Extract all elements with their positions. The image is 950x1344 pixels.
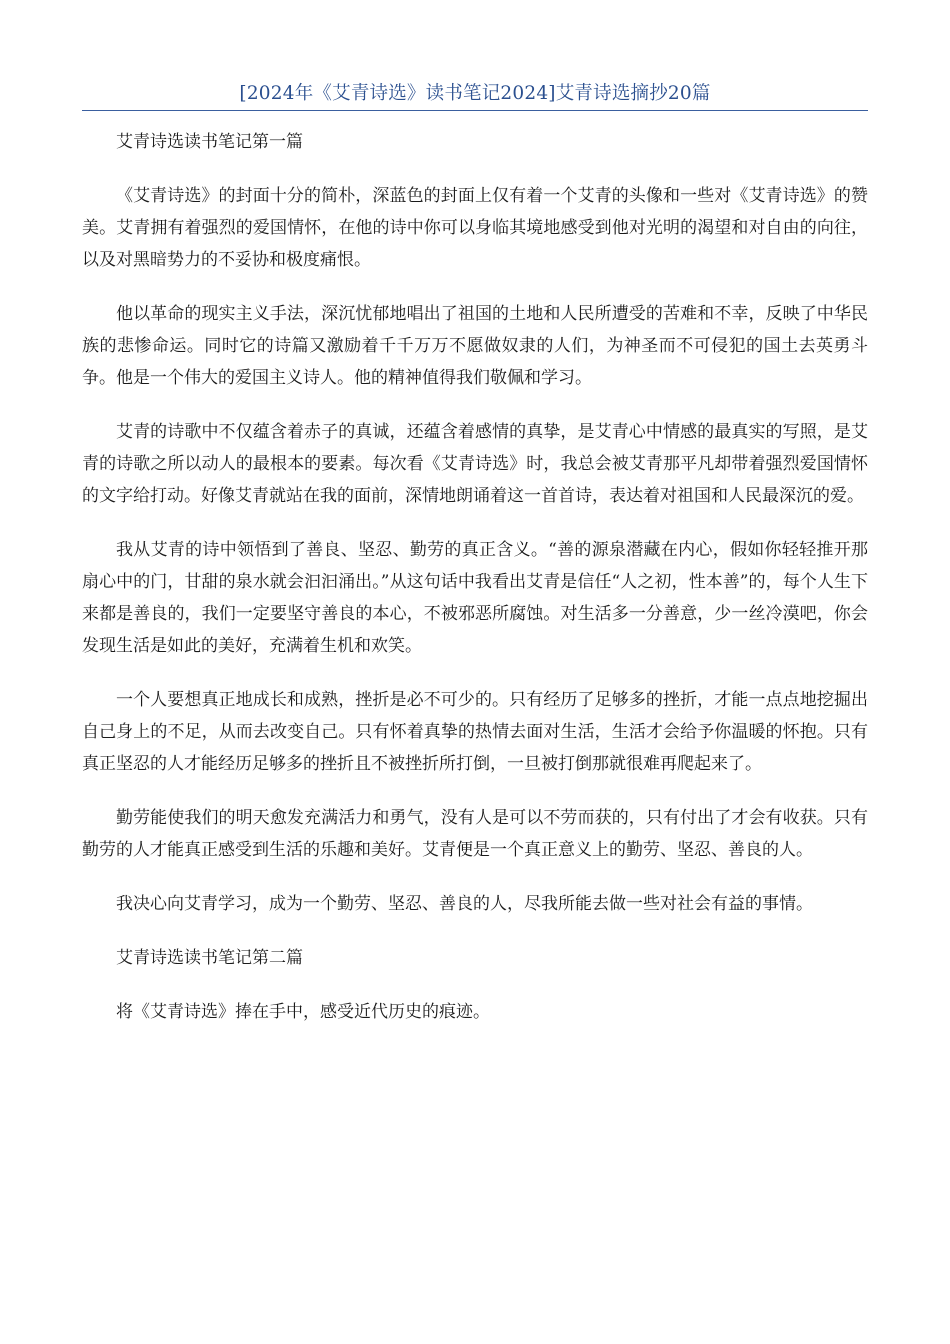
section-heading-2: 艾青诗选读书笔记第二篇 — [116, 948, 303, 968]
document-header — [82, 80, 868, 111]
paragraph: 一个人要想真正地成长和成熟，挫折是必不可少的。只有经历了足够多的挫折，才能一点点地挖掘出自己身上的不足，从而去改变自己。只有怀着真挚的热情去面对生活，生活才会给予你温暖的怀抱。只有真正坚忍的人才能经历足够多的挫折且不被挫折所打倒，一旦被打倒那就很难再爬起来了。 — [82, 690, 868, 774]
paragraph: 他以革命的现实主义手法，深沉忧郁地唱出了祖国的土地和人民所遭受的苦难和不幸，反映了中华民族的悲惨命运。同时它的诗篇又激励着千千万万不愿做奴隶的人们，为神圣而不可侵犯的国土去英勇斗争。他是一个伟大的爱国主义诗人。他的精神值得我们敬佩和学习。 — [82, 304, 868, 388]
document-title: [2024年《艾青诗选》读书笔记2024]艾青诗选摘抄20篇 — [239, 83, 711, 104]
paragraph: 《艾青诗选》的封面十分的简朴，深蓝色的封面上仅有着一个艾青的头像和一些对《艾青诗选》的赞美。艾青拥有着强烈的爱国情怀，在他的诗中你可以身临其境地感受到他对光明的渴望和对自由的向往，以及对黑暗势力的不妥协和极度痛恨。 — [82, 186, 868, 270]
document-body — [82, 126, 868, 1050]
paragraph: 勤劳能使我们的明天愈发充满活力和勇气，没有人是可以不劳而获的，只有付出了才会有收获。只有勤劳的人才能真正感受到生活的乐趣和美好。艾青便是一个真正意义上的勤劳、坚忍、善良的人。 — [82, 808, 868, 860]
paragraph: 我决心向艾青学习，成为一个勤劳、坚忍、善良的人，尽我所能去做一些对社会有益的事情。 — [116, 894, 813, 914]
paragraph: 艾青的诗歌中不仅蕴含着赤子的真诚，还蕴含着感情的真挚，是艾青心中情感的最真实的写照，是艾青的诗歌之所以动人的最根本的要素。每次看《艾青诗选》时，我总会被艾青那平凡却带着强烈爱国情怀的文字给打动。好像艾青就站在我的面前，深情地朗诵着这一首首诗，表达着对祖国和人民最深沉的爱。 — [82, 422, 868, 506]
section-heading-1: 艾青诗选读书笔记第一篇 — [116, 132, 303, 152]
paragraph: 我从艾青的诗中领悟到了善良、坚忍、勤劳的真正含义。“善的源泉潜藏在内心，假如你轻轻推开那扇心中的门，甘甜的泉水就会汩汩涌出。”从这句话中我看出艾青是信任“人之初，性本善”的，每个人生下来都是善良的，我们一定要坚守善良的本心，不被邪恶所腐蚀。对生活多一分善意，少一丝冷漠吧，你会发现生活是如此的美好，充满着生机和欢笑。 — [82, 540, 868, 656]
paragraph: 将《艾青诗选》捧在手中，感受近代历史的痕迹。 — [116, 1002, 490, 1022]
